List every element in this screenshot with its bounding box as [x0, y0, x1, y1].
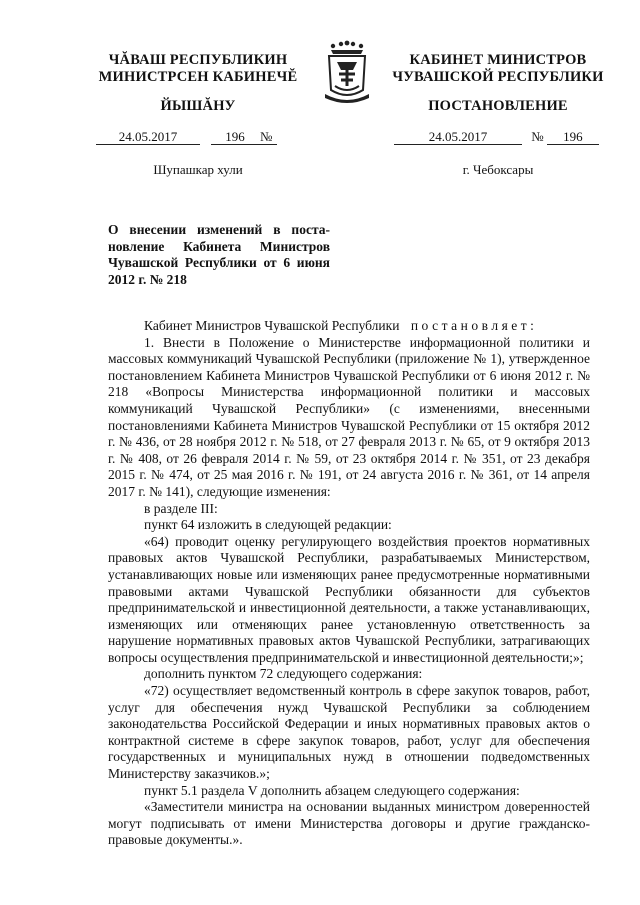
paragraph-2: в разделе III:: [144, 500, 218, 516]
subject-line: О внесении изменений в поста-: [108, 222, 330, 237]
header-left-title: [88, 52, 308, 86]
header-right-doctype: ПОСТАНОВЛЕНИЕ: [428, 98, 568, 114]
left-number: 196: [225, 129, 245, 144]
header-left-line1: ЧĂВАШ РЕСПУБЛИКИН: [108, 52, 288, 68]
header-right-line1: КАБИНЕТ МИНИСТРОВ: [409, 52, 587, 68]
right-number-sign: №: [531, 129, 544, 144]
right-number: 196: [547, 130, 599, 145]
paragraph-7: пункт 5.1 раздела V дополнить абзацем следующего содержания:: [144, 782, 520, 798]
left-date: 24.05.2017: [96, 130, 200, 145]
header-left-line2: МИНИСТРСЕН КАБИНЕЧĔ: [98, 69, 298, 85]
right-date: 24.05.2017: [394, 130, 522, 145]
header-right-line2: ЧУВАШСКОЙ РЕСПУБЛИКИ: [392, 69, 604, 85]
left-date-number: [96, 130, 316, 145]
left-city: Шупашкар хули: [153, 162, 243, 177]
subject-line: 2012 г. № 218: [108, 271, 187, 287]
document-body: [108, 318, 590, 849]
paragraph-5: дополнить пунктом 72 следующего содержания:: [144, 666, 423, 682]
paragraph-3: пункт 64 изложить в следующей редакции:: [144, 517, 392, 533]
subject-line: новление Кабинета Министров: [108, 238, 330, 254]
right-date-number: [394, 130, 614, 145]
header-right-title: [382, 52, 614, 86]
chuvash-emblem-icon: [323, 40, 371, 104]
subject-line: Чувашской Республики от 6 июня: [108, 255, 330, 270]
left-number-sign: №: [260, 129, 273, 144]
document-subject: [108, 222, 330, 288]
header-left-doctype: ЙЫШĂНУ: [160, 98, 236, 114]
right-city: г. Чебоксары: [462, 162, 534, 177]
intro-verb: постановляет:: [410, 318, 538, 333]
paragraph-8: «Заместители министра на основании выданных министром доверенностей могут подписывать от имени Министерства договоры и другие гражданско-правовые документы.».: [108, 799, 590, 848]
intro-text: Кабинет Министров Чувашской Республики: [144, 318, 400, 333]
paragraph-4: «64) проводит оценку регулирующего воздействия проектов нормативных правовых актов Чувашской Республики, разрабатываемых Министерством, устанавливающих новые или изменяющих ранее предусмотренные нормативными правовыми актами Чувашской Республики обязанности для субъектов предпринимательской и инвестиционной деятельности, а также устанавливающих, изменяющих или отменяющих ранее установленную ответственность за нарушение нормативных правовых актов Чувашской Республики, затрагивающих вопросы осуществления предпринимательской и инвестиционной деятельности;»;: [108, 533, 590, 665]
paragraph-1: 1. Внести в Положение о Министерстве информационной политики и массовых коммуникаций Чувашской Республики (приложение № 1), утвержденное постановлением Кабинета Министров Чувашской Республики от 6 июня 2012 г. № 218 «Вопросы Министерства информационной политики и массовых коммуникаций Чувашской Республики» (с изменениями, внесенными постановлениями Кабинета Министров Чувашской Республики от 15 октября 2012 г. № 436, от 28 ноября 2012 г. № 518, от 27 февраля 2013 г. № 65, от 9 октября 2013 г. № 408, от 26 февраля 2014 г. № 59, от 23 октября 2014 г. № 351, от 23 декабря 2015 г. № 474, от 25 мая 2016 г. № 191, от 24 августа 2016 г. № 361, от 14 апреля 2017 г. № 141), следующие изменения:: [108, 334, 590, 499]
intro-paragraph: [108, 318, 590, 335]
paragraph-6: «72) осуществляет ведомственный контроль в сфере закупок товаров, работ, услуг для обеспечения нужд Чувашской Республики за соблюдением законодательства Российской Федерации и иных нормативных правовых актов о контрактной системе в сфере закупок товаров, работ, услуг для обеспечения государственных и муниципальных нужд в отношении подведомственных Министерству заказчиков.»;: [108, 683, 590, 782]
